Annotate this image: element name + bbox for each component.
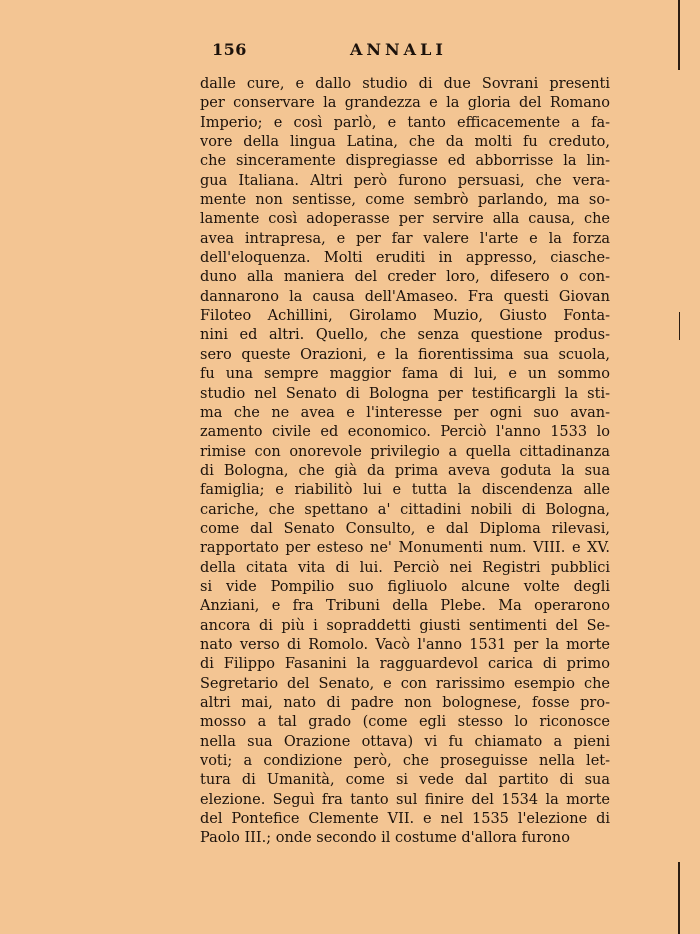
page-number: 156 <box>212 40 247 59</box>
text-line: che sinceramente dispregiasse ed abborrisse la lin- <box>200 153 610 170</box>
text-line: della citata vita di lui. Perciò nei Registri pubblici <box>200 559 610 576</box>
page-header <box>200 40 610 64</box>
page-edge-mark <box>678 0 680 70</box>
text-line: fu una sempre maggior fama di lui, e un sommo <box>200 366 610 383</box>
text-line: lamente così adoperasse per servire alla causa, che <box>200 211 610 228</box>
text-line: di Bologna, che già da prima aveva goduta la sua <box>200 462 610 479</box>
page-edge-mark <box>679 312 680 340</box>
text-line: si vide Pompilio suo figliuolo alcune volte degli <box>200 578 610 595</box>
text-line: Imperio; e così parlò, e tanto efficacemente a fa- <box>200 114 610 131</box>
text-line: rimise con onorevole privilegio a quella cittadinanza <box>200 443 610 460</box>
body-text <box>200 75 610 849</box>
text-line: tura di Umanità, come si vede dal partito di sua <box>200 772 610 789</box>
text-line: duno alla maniera del creder loro, difesero o con- <box>200 269 610 286</box>
text-line: nini ed altri. Quello, che senza questione produs- <box>200 327 610 344</box>
text-line: del Pontefice Clemente VII. e nel 1535 l'elezione di <box>200 811 610 828</box>
text-line: Paolo III.; onde secondo il costume d'allora furono <box>200 830 570 847</box>
text-line: Segretario del Senato, e con rarissimo esempio che <box>200 675 610 692</box>
text-line: dell'eloquenza. Molti eruditi in appresso, ciasche- <box>200 250 610 267</box>
text-line: ma che ne avea e l'interesse per ogni suo avan- <box>200 404 610 421</box>
text-line: altri mai, nato di padre non bolognese, fosse pro- <box>200 695 610 711</box>
text-line: ancora di più i sopraddetti giusti sentimenti del Se- <box>200 617 610 634</box>
text-line: mente non sentisse, come sembrò parlando, ma so- <box>200 192 610 209</box>
text-line: sero queste Orazioni, e la fiorentissima sua scuola, <box>200 346 610 363</box>
text-line: elezione. Seguì fra tanto sul finire del 1534 la morte <box>200 791 610 808</box>
page-edge-mark <box>678 862 680 934</box>
text-line: voti; a condizione però, che proseguisse nella let- <box>200 753 610 770</box>
text-line: gua Italiana. Altri però furono persuasi, che vera- <box>200 172 610 189</box>
text-line: nato verso di Romolo. Vacò l'anno 1531 per la morte <box>200 636 610 653</box>
text-line: mosso a tal grado (come egli stesso lo riconosce <box>200 714 610 731</box>
text-line: come dal Senato Consulto, e dal Diploma rilevasi, <box>200 520 610 537</box>
text-line: Anziani, e fra Tribuni della Plebe. Ma operarono <box>200 598 610 615</box>
text-line: dalle cure, e dallo studio di due Sovrani presenti <box>200 76 610 92</box>
text-line: rapportato per esteso ne' Monumenti num. VIII. e XV. <box>200 540 610 557</box>
running-title: ANNALI <box>350 40 447 59</box>
text-line: zamento civile ed economico. Perciò l'anno 1533 lo <box>200 424 610 441</box>
text-line: cariche, che spettano a' cittadini nobili di Bologna, <box>200 501 610 518</box>
text-line: nella sua Orazione ottava) vi fu chiamato a pieni <box>200 733 610 750</box>
text-line: di Filippo Fasanini la ragguardevol carica di primo <box>200 656 610 673</box>
text-line: avea intrapresa, e per far valere l'arte e la forza <box>200 230 610 247</box>
text-line: Filoteo Achillini, Girolamo Muzio, Giusto Fonta- <box>200 308 610 325</box>
text-line: dannarono la causa dell'Amaseo. Fra questi Giovan <box>200 288 610 305</box>
text-line: studio nel Senato di Bologna per testificargli la sti- <box>200 385 610 402</box>
text-line: vore della lingua Latina, che da molti fu creduto, <box>200 134 610 151</box>
text-line: per conservare la grandezza e la gloria del Romano <box>200 95 610 112</box>
text-line: famiglia; e riabilitò lui e tutta la discendenza alle <box>200 482 610 499</box>
